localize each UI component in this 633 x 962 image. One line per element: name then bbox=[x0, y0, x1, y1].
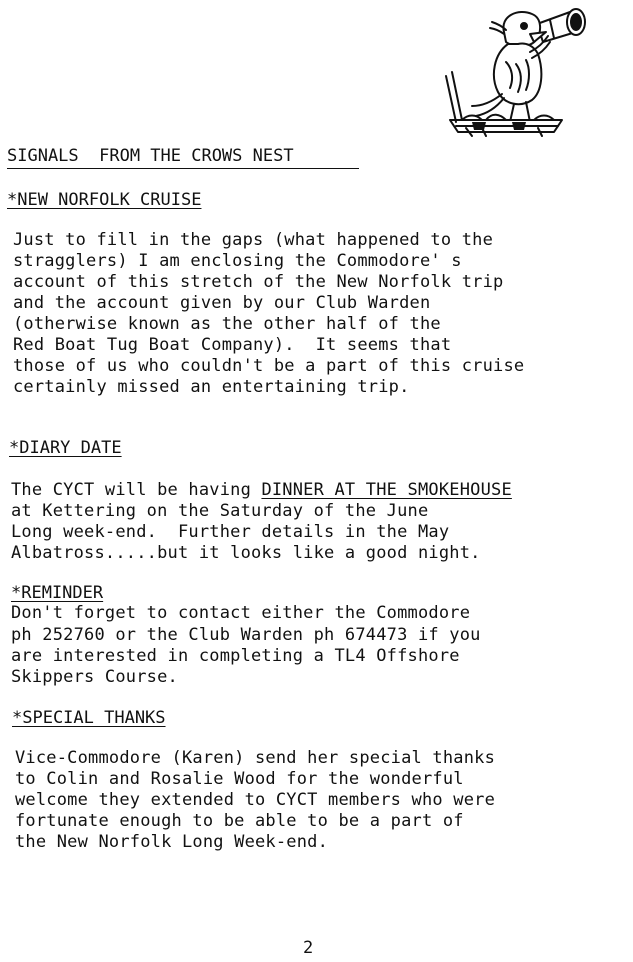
paragraph-line: welcome they extended to CYCT members who were bbox=[15, 790, 496, 810]
paragraph-line: ph 252760 or the Club Warden ph 674473 if you bbox=[11, 625, 481, 645]
diary-text: The CYCT will be having bbox=[11, 480, 262, 500]
paragraph-line: certainly missed an entertaining trip. bbox=[13, 377, 410, 397]
paragraph-line: the New Norfolk Long Week-end. bbox=[15, 832, 329, 852]
paragraph-line: (otherwise known as the other half of the bbox=[13, 314, 441, 334]
paragraph-line: Don't forget to contact either the Commodore bbox=[11, 603, 471, 623]
paragraph-line: and the account given by our Club Warden bbox=[13, 293, 431, 313]
paragraph-line bbox=[11, 480, 512, 500]
section-heading-diary-date: *DIARY DATE bbox=[9, 438, 122, 458]
paragraph-line: are interested in completing a TL4 Offshore bbox=[11, 646, 460, 666]
paragraph-line: Skippers Course. bbox=[11, 667, 178, 687]
paragraph-line: those of us who couldn't be a part of this cruise bbox=[13, 356, 525, 376]
page-title: SIGNALS FROM THE CROWS NEST bbox=[7, 146, 294, 166]
paragraph-line: stragglers) I am enclosing the Commodore' s bbox=[13, 251, 462, 271]
section-heading-new-norfolk-cruise: *NEW NORFOLK CRUISE bbox=[7, 190, 202, 210]
paragraph-line: to Colin and Rosalie Wood for the wonderful bbox=[15, 769, 464, 789]
paragraph-line: fortunate enough to be able to be a part of bbox=[15, 811, 464, 831]
dinner-event-highlight: DINNER AT THE SMOKEHOUSE bbox=[261, 480, 512, 500]
section-heading-reminder: *REMINDER bbox=[11, 583, 104, 603]
paragraph-line: at Kettering on the Saturday of the June bbox=[11, 501, 429, 521]
paragraph-line: Long week-end. Further details in the May bbox=[11, 522, 450, 542]
paragraph-line: Just to fill in the gaps (what happened to the bbox=[13, 230, 494, 250]
section-heading-special-thanks: *SPECIAL THANKS bbox=[12, 708, 166, 728]
paragraph-line: Red Boat Tug Boat Company). It seems that bbox=[13, 335, 452, 355]
page-number: 2 bbox=[303, 938, 314, 958]
title-underline bbox=[7, 168, 359, 169]
paragraph-line: Albatross.....but it looks like a good night. bbox=[11, 543, 481, 563]
crow-with-telescope-icon bbox=[442, 2, 592, 140]
paragraph-line: account of this stretch of the New Norfolk trip bbox=[13, 272, 504, 292]
paragraph-line: Vice-Commodore (Karen) send her special thanks bbox=[15, 748, 496, 768]
